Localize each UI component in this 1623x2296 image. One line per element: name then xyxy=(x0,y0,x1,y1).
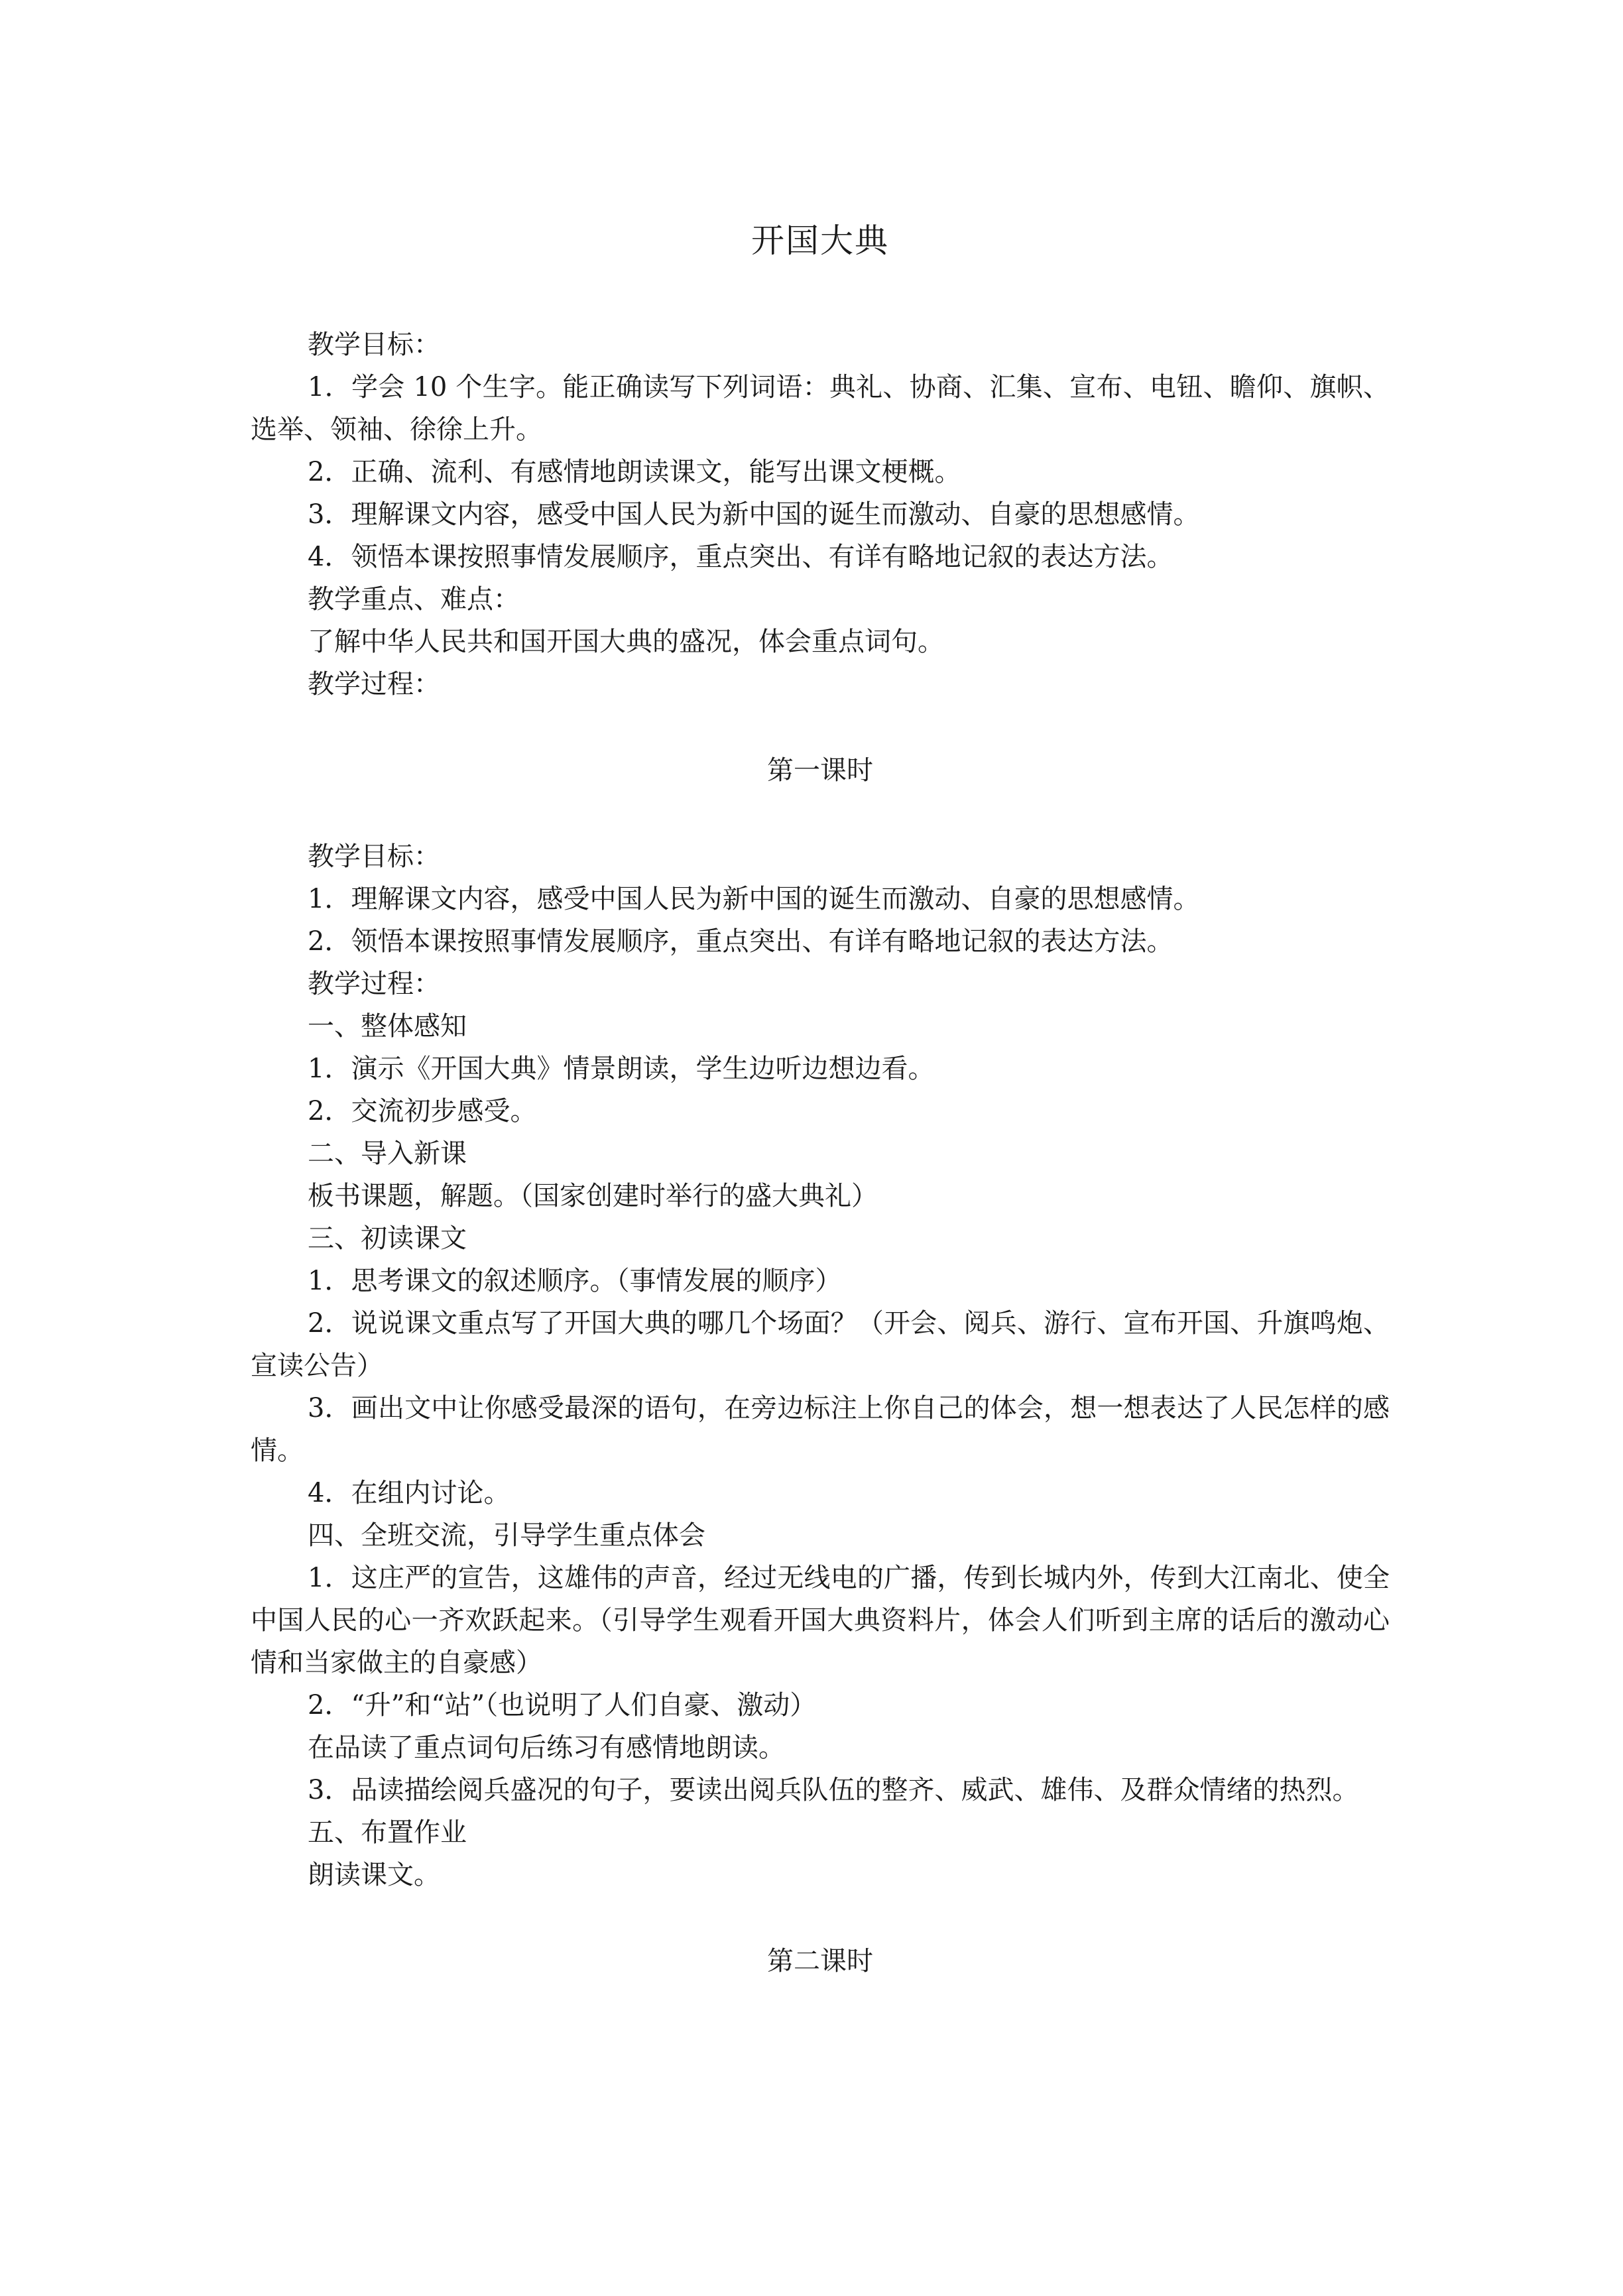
paragraph: 了解中华人民共和国开国大典的盛况，体会重点词句。 xyxy=(308,627,944,657)
document-page xyxy=(251,0,1390,2296)
paragraph: 2．正确、流利、有感情地朗读课文，能写出课文梗概。 xyxy=(308,457,961,487)
paragraph: 教学目标： xyxy=(308,330,440,360)
paragraph: 一、整体感知 xyxy=(308,1011,467,1042)
document-body xyxy=(251,324,1390,1982)
paragraph: 教学重点、难点： xyxy=(308,584,520,615)
paragraph: 2．“升”和“站”（也说明了人们自豪、激动） xyxy=(308,1690,817,1721)
paragraph: 教学目标： xyxy=(308,841,440,872)
paragraph: 三、初读课文 xyxy=(308,1223,467,1254)
paragraph: 五、布置作业 xyxy=(308,1817,467,1848)
paragraph: 四、全班交流，引导学生重点体会 xyxy=(308,1520,705,1551)
document-title: 开国大典 xyxy=(751,221,889,260)
paragraph: 板书课题，解题。（国家创建时举行的盛大典礼） xyxy=(308,1181,878,1211)
paragraph: 1．演示《开国大典》情景朗读，学生边听边想边看。 xyxy=(308,1054,935,1084)
paragraph: 3．理解课文内容，感受中国人民为新中国的诞生而激动、自豪的思想感情。 xyxy=(308,499,1200,530)
paragraph: 教学过程： xyxy=(308,969,440,999)
paragraph: 1．这庄严的宣告，这雄伟的声音，经过无线电的广播，传到长城内外，传到大江南北、使全中国人民的心一齐欢跃起来。（引导学生观看开国大典资料片，体会人们听到主席的话后的激动心情和当家做主的自豪感） xyxy=(251,1563,1390,1678)
paragraph: 1．理解课文内容，感受中国人民为新中国的诞生而激动、自豪的思想感情。 xyxy=(308,884,1200,914)
paragraph: 在品读了重点词句后练习有感情地朗读。 xyxy=(308,1732,785,1763)
paragraph: 4．在组内讨论。 xyxy=(308,1478,511,1508)
paragraph: 1．学会 10 个生字。能正确读写下列词语：典礼、协商、汇集、宣布、电钮、瞻仰、旗帜、选举、领袖、徐徐上升。 xyxy=(251,372,1390,445)
paragraph: 教学过程： xyxy=(308,669,440,699)
paragraph: 3．品读描绘阅兵盛况的句子，要读出阅兵队伍的整齐、威武、雄伟、及群众情绪的热烈。 xyxy=(308,1775,1359,1805)
paragraph: 1．思考课文的叙述顺序。（事情发展的顺序） xyxy=(308,1266,842,1296)
paragraph: 二、导入新课 xyxy=(308,1138,467,1169)
paragraph: 2．交流初步感受。 xyxy=(308,1096,537,1126)
section-heading-lesson-2: 第二课时 xyxy=(767,1946,873,1976)
paragraph: 4．领悟本课按照事情发展顺序，重点突出、有详有略地记叙的表达方法。 xyxy=(308,542,1173,572)
section-heading-lesson-1: 第一课时 xyxy=(767,755,873,786)
paragraph: 2．领悟本课按照事情发展顺序，重点突出、有详有略地记叙的表达方法。 xyxy=(308,926,1173,957)
paragraph: 2．说说课文重点写了开国大典的哪几个场面？（开会、阅兵、游行、宣布开国、升旗鸣炮、宣读公告） xyxy=(251,1308,1390,1381)
paragraph: 3．画出文中让你感受最深的语句，在旁边标注上你自己的体会，想一想表达了人民怎样的感情。 xyxy=(251,1393,1390,1466)
paragraph: 朗读课文。 xyxy=(308,1860,440,1890)
